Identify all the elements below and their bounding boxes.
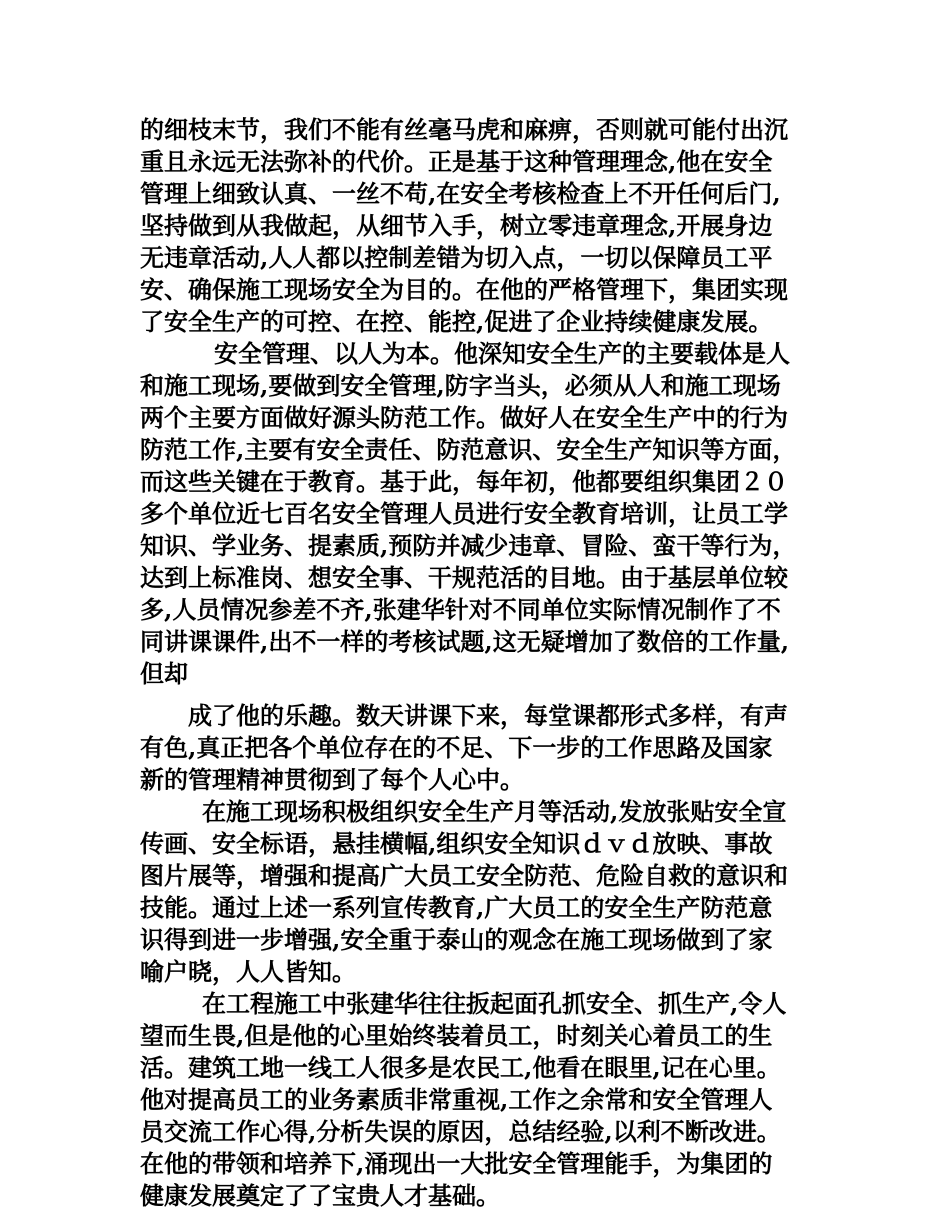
text-line: 新的管理精神贯彻到了每个人心中。 bbox=[140, 765, 524, 794]
text-line: 传画、安全标语，悬挂横幅,组织安全知识ｄｖｄ放映、事故 bbox=[140, 829, 773, 858]
text-line: 坚持做到从我做起，从细节入手，树立零违章理念,开展身边 bbox=[140, 211, 773, 240]
text-line: 有色,真正把各个单位存在的不足、下一步的工作思路及国家 bbox=[140, 733, 773, 762]
text-line: 防范工作,主要有安全责任、防范意识、安全生产知识等方面， bbox=[140, 435, 797, 464]
text-line: 在施工现场积极组织安全生产月等活动,发放张贴安全宣 bbox=[202, 797, 787, 826]
text-line: 他对提高员工的业务素质非常重视,工作之余常和安全管理人 bbox=[140, 1085, 773, 1114]
text-line: 活。建筑工地一线工人很多是农民工,他看在眼里,记在心里。 bbox=[140, 1053, 781, 1082]
text-line: 图片展等，增强和提高广大员工安全防范、危险自救的意识和 bbox=[140, 861, 788, 890]
text-line: 喻户晓，人人皆知。 bbox=[140, 957, 356, 986]
text-line: 安全管理、以人为本。他深知安全生产的主要载体是人 bbox=[214, 339, 790, 368]
text-line: 成了他的乐趣。数天讲课下来，每堂课都形式多样，有声 bbox=[188, 701, 788, 730]
text-line: 健康发展奠定了了宝贵人才基础。 bbox=[140, 1181, 500, 1210]
text-line: 知识、学业务、提素质,预防并减少违章、冒险、蛮干等行为， bbox=[140, 531, 797, 560]
text-line: 在他的带领和培养下,涌现出一大批安全管理能手，为集团的 bbox=[140, 1149, 773, 1178]
text-line: 在工程施工中张建华往往扳起面孔抓安全、抓生产,令人 bbox=[202, 989, 787, 1018]
text-line: 多个单位近七百名安全管理人员进行安全教育培训，让员工学 bbox=[140, 499, 788, 528]
text-line: 无违章活动,人人都以控制差错为切入点，一切以保障员工平 bbox=[140, 243, 773, 272]
text-line: 了安全生产的可控、在控、能控,促进了企业持续健康发展。 bbox=[140, 307, 773, 336]
text-line: 但却 bbox=[140, 659, 188, 688]
text-line: 多,人员情况参差不齐,张建华针对不同单位实际情况制作了不 bbox=[140, 595, 781, 624]
text-line: 望而生畏,但是他的心里始终装着员工，时刻关心着员工的生 bbox=[140, 1021, 773, 1050]
text-line: 重且永远无法弥补的代价。正是基于这种管理理念,他在安全 bbox=[140, 147, 773, 176]
text-line: 和施工现场,要做到安全管理,防字当头，必须从人和施工现场 bbox=[140, 371, 781, 400]
document-body bbox=[140, 114, 830, 1212]
text-line: 同讲课课件,出不一样的考核试题,这无疑增加了数倍的工作量, bbox=[140, 627, 790, 656]
text-line: 技能。通过上述一系列宣传教育,广大员工的安全生产防范意 bbox=[140, 893, 773, 922]
text-line: 达到上标准岗、想安全事、干规范活的目地。由于基层单位较 bbox=[140, 563, 788, 592]
text-line: 的细枝末节，我们不能有丝毫马虎和麻痹，否则就可能付出沉 bbox=[140, 115, 788, 144]
text-line: 员交流工作心得,分析失误的原因，总结经验,以利不断改进。 bbox=[140, 1117, 781, 1146]
text-line: 管理上细致认真、一丝不苟,在安全考核检查上不开任何后门, bbox=[140, 179, 781, 208]
text-line: 识得到进一步增强,安全重于泰山的观念在施工现场做到了家 bbox=[140, 925, 773, 954]
text-line: 而这些关键在于教育。基于此，每年初，他都要组织集团２０ bbox=[140, 467, 788, 496]
text-line: 安、确保施工现场安全为目的。在他的严格管理下，集团实现 bbox=[140, 275, 788, 304]
text-line: 两个主要方面做好源头防范工作。做好人在安全生产中的行为 bbox=[140, 403, 788, 432]
